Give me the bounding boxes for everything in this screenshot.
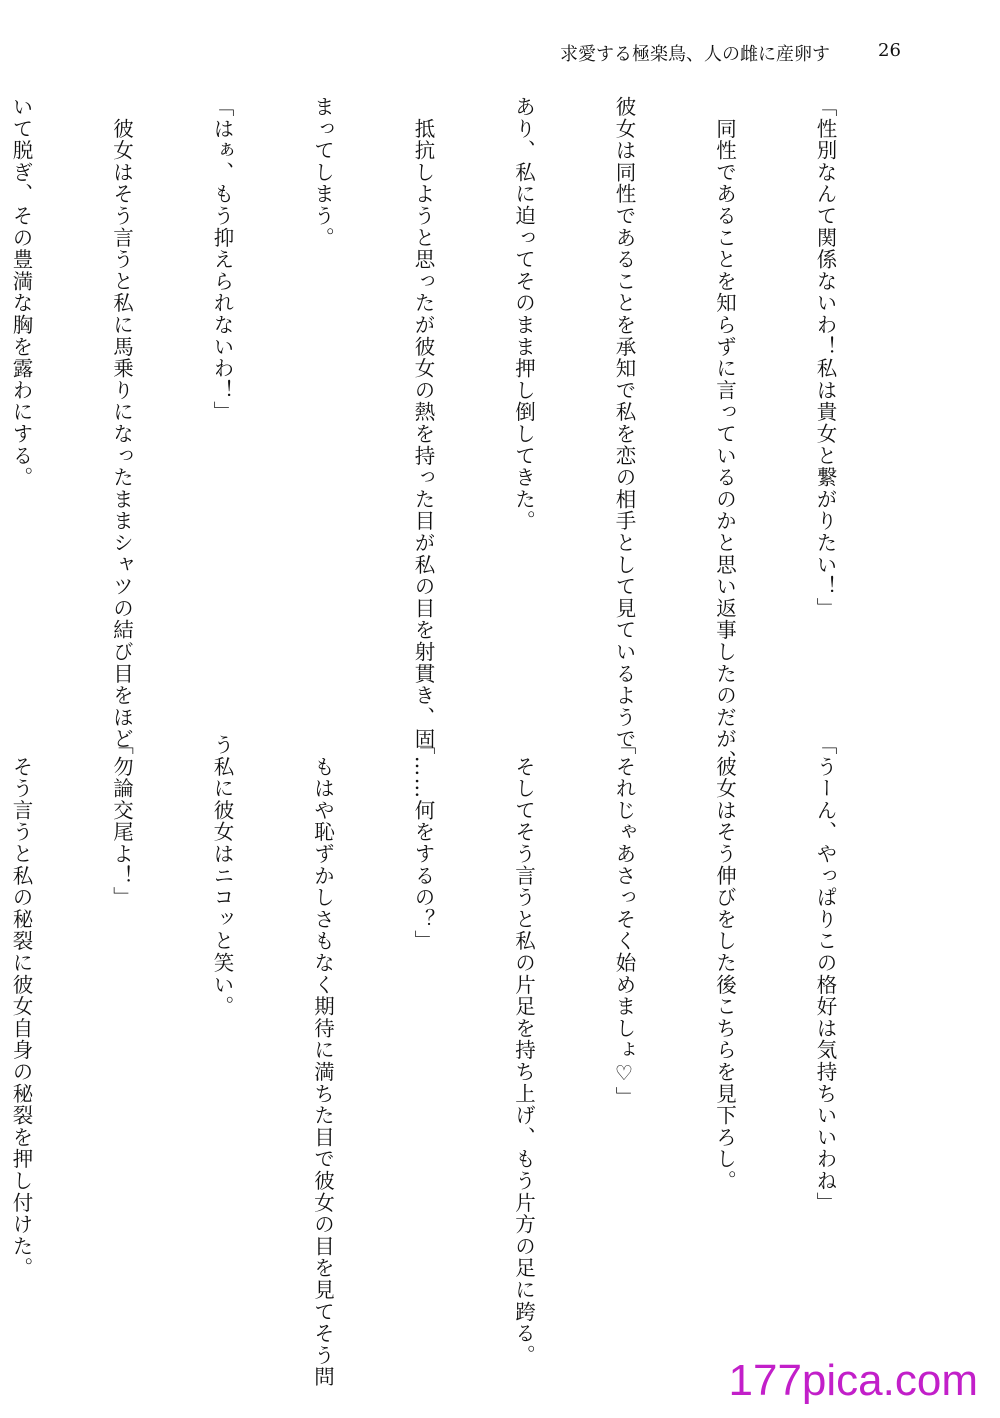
text-line: あり、私に迫ってそのまま押し倒してきた。 (511, 96, 536, 532)
text-line: 彼女はそう言うと私に馬乗りになったままシャツの結び目をほど (109, 96, 134, 750)
running-title: 求愛する極楽鳥、人の雌に産卵す (560, 44, 830, 65)
text-line: もはや恥ずかしさもなく期待に満ちた目で彼女の目を見てそう問 (310, 734, 335, 1388)
text-line: 「それじゃあさっそく始めましょ♡」 (612, 734, 636, 1109)
page-header (560, 40, 920, 70)
text-line: 抵抗しようと思ったが彼女の熱を持った目が私の目を射貫き、固 (411, 96, 435, 750)
text-line: いて脱ぎ、その豊満な胸を露わにする。 (9, 96, 33, 489)
text-block-bottom (9, 734, 908, 1388)
text-line: 彼女はそう伸びをした後こちらを見下ろし。 (712, 734, 737, 1192)
text-line: 同性であることを知らずに言っているのかと思い返事したのだが、 (712, 96, 737, 772)
text-line: 「はぁ、もう抑えられないわ！」 (210, 96, 234, 423)
page-number: 26 (878, 40, 901, 61)
text-line: う私に彼女はニコッと笑い。 (210, 734, 234, 1018)
text-line: そう言うと私の秘裂に彼女自身の秘裂を押し付けた。 (9, 734, 33, 1279)
text-line: 彼女は同性であることを承知で私を恋の相手として見ているようで (612, 96, 636, 750)
text-block-top (9, 96, 908, 772)
text-line: 「……何をするの？」 (411, 734, 435, 952)
text-line: 「性別なんて関係ないわ！私は貴女と繋がりたい！」 (813, 96, 837, 620)
text-line: まってしまう。 (310, 96, 335, 249)
text-line: 「うーん、やっぱりこの格好は気持ちいいわね」 (813, 734, 837, 1214)
text-line: そしてそう言うと私の片足を持ち上げ、もう片方の足に跨る。 (511, 734, 536, 1367)
site-watermark: 177pica.com (728, 1356, 978, 1405)
text-line: 「勿論交尾よ！」 (109, 734, 134, 909)
